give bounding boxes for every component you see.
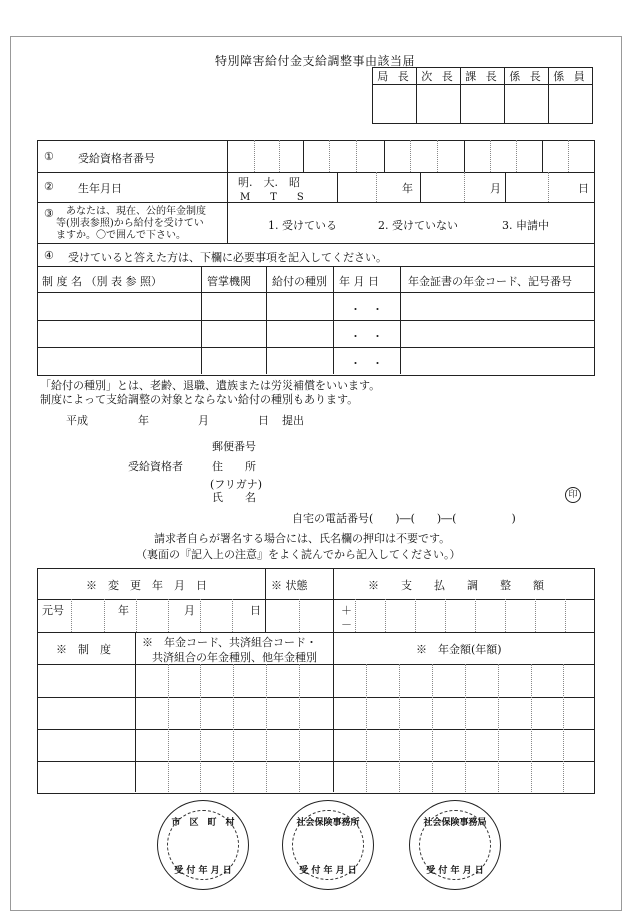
stamp-top-text: 社会保険事務局 xyxy=(423,818,487,828)
signature-notice: 請求者自らが署名する場合には、氏名欄の押印は不要です。 xyxy=(154,532,451,545)
change-date-header: ※ 変 更 年 月 日 xyxy=(86,579,207,592)
col-date: 年 月 日 xyxy=(339,275,379,288)
phone-label: 自宅の電話番号( )―( )―( ) xyxy=(292,512,516,525)
row4-instruction: 受けていると答えた方は、下欄に必要事項を記入してください。 xyxy=(68,251,387,264)
pension-question-line3: ますか。〇で囲んで下さい。 xyxy=(56,230,186,241)
col-system-name: 制 度 名 （別 表 参 照） xyxy=(42,275,162,288)
office-month-label: 月 xyxy=(184,604,195,617)
furigana-label: (フリガナ) xyxy=(210,478,263,491)
code-header-line1: ※ 年金コード、共済組合コード・ xyxy=(142,636,318,649)
option-receiving[interactable]: 1. 受けている xyxy=(268,219,337,232)
gengo-label: 元号 xyxy=(42,604,64,617)
era-letters: M T S xyxy=(240,192,304,203)
address-label: 住 所 xyxy=(212,460,256,473)
approval-header: 局 長 xyxy=(373,68,417,85)
reception-stamp-municipality xyxy=(157,800,249,890)
col-pension-code: 年金証書の年金コード、記号番号 xyxy=(408,275,573,288)
approval-header: 次 長 xyxy=(417,68,461,85)
row2-number: ② xyxy=(44,180,54,193)
approval-stamp-cell[interactable] xyxy=(461,85,505,124)
approval-header: 係 員 xyxy=(549,68,593,85)
seal-mark: 印 xyxy=(565,487,581,503)
date-dots: ・ ・ xyxy=(350,357,383,370)
row4-number: ④ xyxy=(44,249,54,262)
stamp-bottom-text: 受 付 年 月 日 xyxy=(426,866,484,876)
instructions-notice: （裏面の『記入上の注意』をよく読んでから記入してください。） xyxy=(136,548,461,561)
pension-amount-header: ※ 年金額(年額) xyxy=(416,643,502,656)
month-label: 月 xyxy=(490,182,501,195)
pension-question-line2: 等(別表参照)から給付を受けてい xyxy=(56,218,204,229)
pension-question-line1: あなたは、現在、公的年金制度 xyxy=(66,206,206,217)
submit-era: 平成 xyxy=(66,414,88,427)
day-label: 日 xyxy=(578,182,589,195)
code-header-line2: 共済組合の年金種別、他年金種別 xyxy=(152,651,317,664)
submit-label: 提出 xyxy=(282,414,304,427)
approval-stamp-cell[interactable] xyxy=(505,85,549,124)
system-header: ※ 制 度 xyxy=(56,643,111,656)
reception-stamp-social-insurance-office xyxy=(282,800,374,890)
note-benefit-type: 「給付の種別」とは、老齢、退職、遺族または労災補償をいいます。 xyxy=(40,379,381,392)
office-year-label: 年 xyxy=(118,604,129,617)
approval-table xyxy=(372,67,593,124)
date-dots: ・ ・ xyxy=(350,330,383,343)
reception-stamp-social-insurance-bureau xyxy=(409,800,501,890)
era-options: 明. 大. 昭 xyxy=(238,176,300,189)
col-benefit-type: 給付の種別 xyxy=(272,275,327,288)
row1-number: ① xyxy=(44,150,54,163)
name-label: 氏 名 xyxy=(212,491,256,504)
birthdate-label: 生年月日 xyxy=(78,182,122,195)
office-day-label: 日 xyxy=(250,604,261,617)
status-header: ※ 状態 xyxy=(271,579,308,592)
stamp-bottom-text: 受 付 年 月 日 xyxy=(299,866,357,876)
option-not-receiving[interactable]: 2. 受けていない xyxy=(378,219,458,232)
adjustment-amount-header: ※ 支 払 調 整 額 xyxy=(368,579,544,592)
approval-header: 課 長 xyxy=(461,68,505,85)
note-adjustment: 制度によって支給調整の対象とならない給付の種別もあります。 xyxy=(40,393,359,406)
submit-month: 月 xyxy=(198,414,209,427)
approval-header: 係 長 xyxy=(505,68,549,85)
approval-stamp-cell[interactable] xyxy=(549,85,593,124)
stamp-top-text: 社会保険事務所 xyxy=(296,818,360,828)
form-title: 特別障害給付金支給調整事由該当届 xyxy=(214,54,415,68)
plus-sign: ＋ xyxy=(341,604,352,617)
applicant-role: 受給資格者 xyxy=(128,460,183,473)
option-applying[interactable]: 3. 申請中 xyxy=(502,219,549,232)
row3-number: ③ xyxy=(44,207,54,220)
stamp-bottom-text: 受 付 年 月 日 xyxy=(174,866,232,876)
recipient-number-label: 受給資格者番号 xyxy=(78,152,155,165)
col-managing-agency: 管掌機関 xyxy=(207,275,251,288)
approval-stamp-cell[interactable] xyxy=(417,85,461,124)
postal-code-label: 郵便番号 xyxy=(212,440,256,453)
year-label: 年 xyxy=(402,182,413,195)
stamp-top-text: 市 区 町 村 xyxy=(171,818,235,828)
submit-day: 日 xyxy=(258,414,269,427)
approval-stamp-cell[interactable] xyxy=(373,85,417,124)
submit-year: 年 xyxy=(138,414,149,427)
date-dots: ・ ・ xyxy=(350,303,383,316)
minus-sign: － xyxy=(341,618,352,631)
